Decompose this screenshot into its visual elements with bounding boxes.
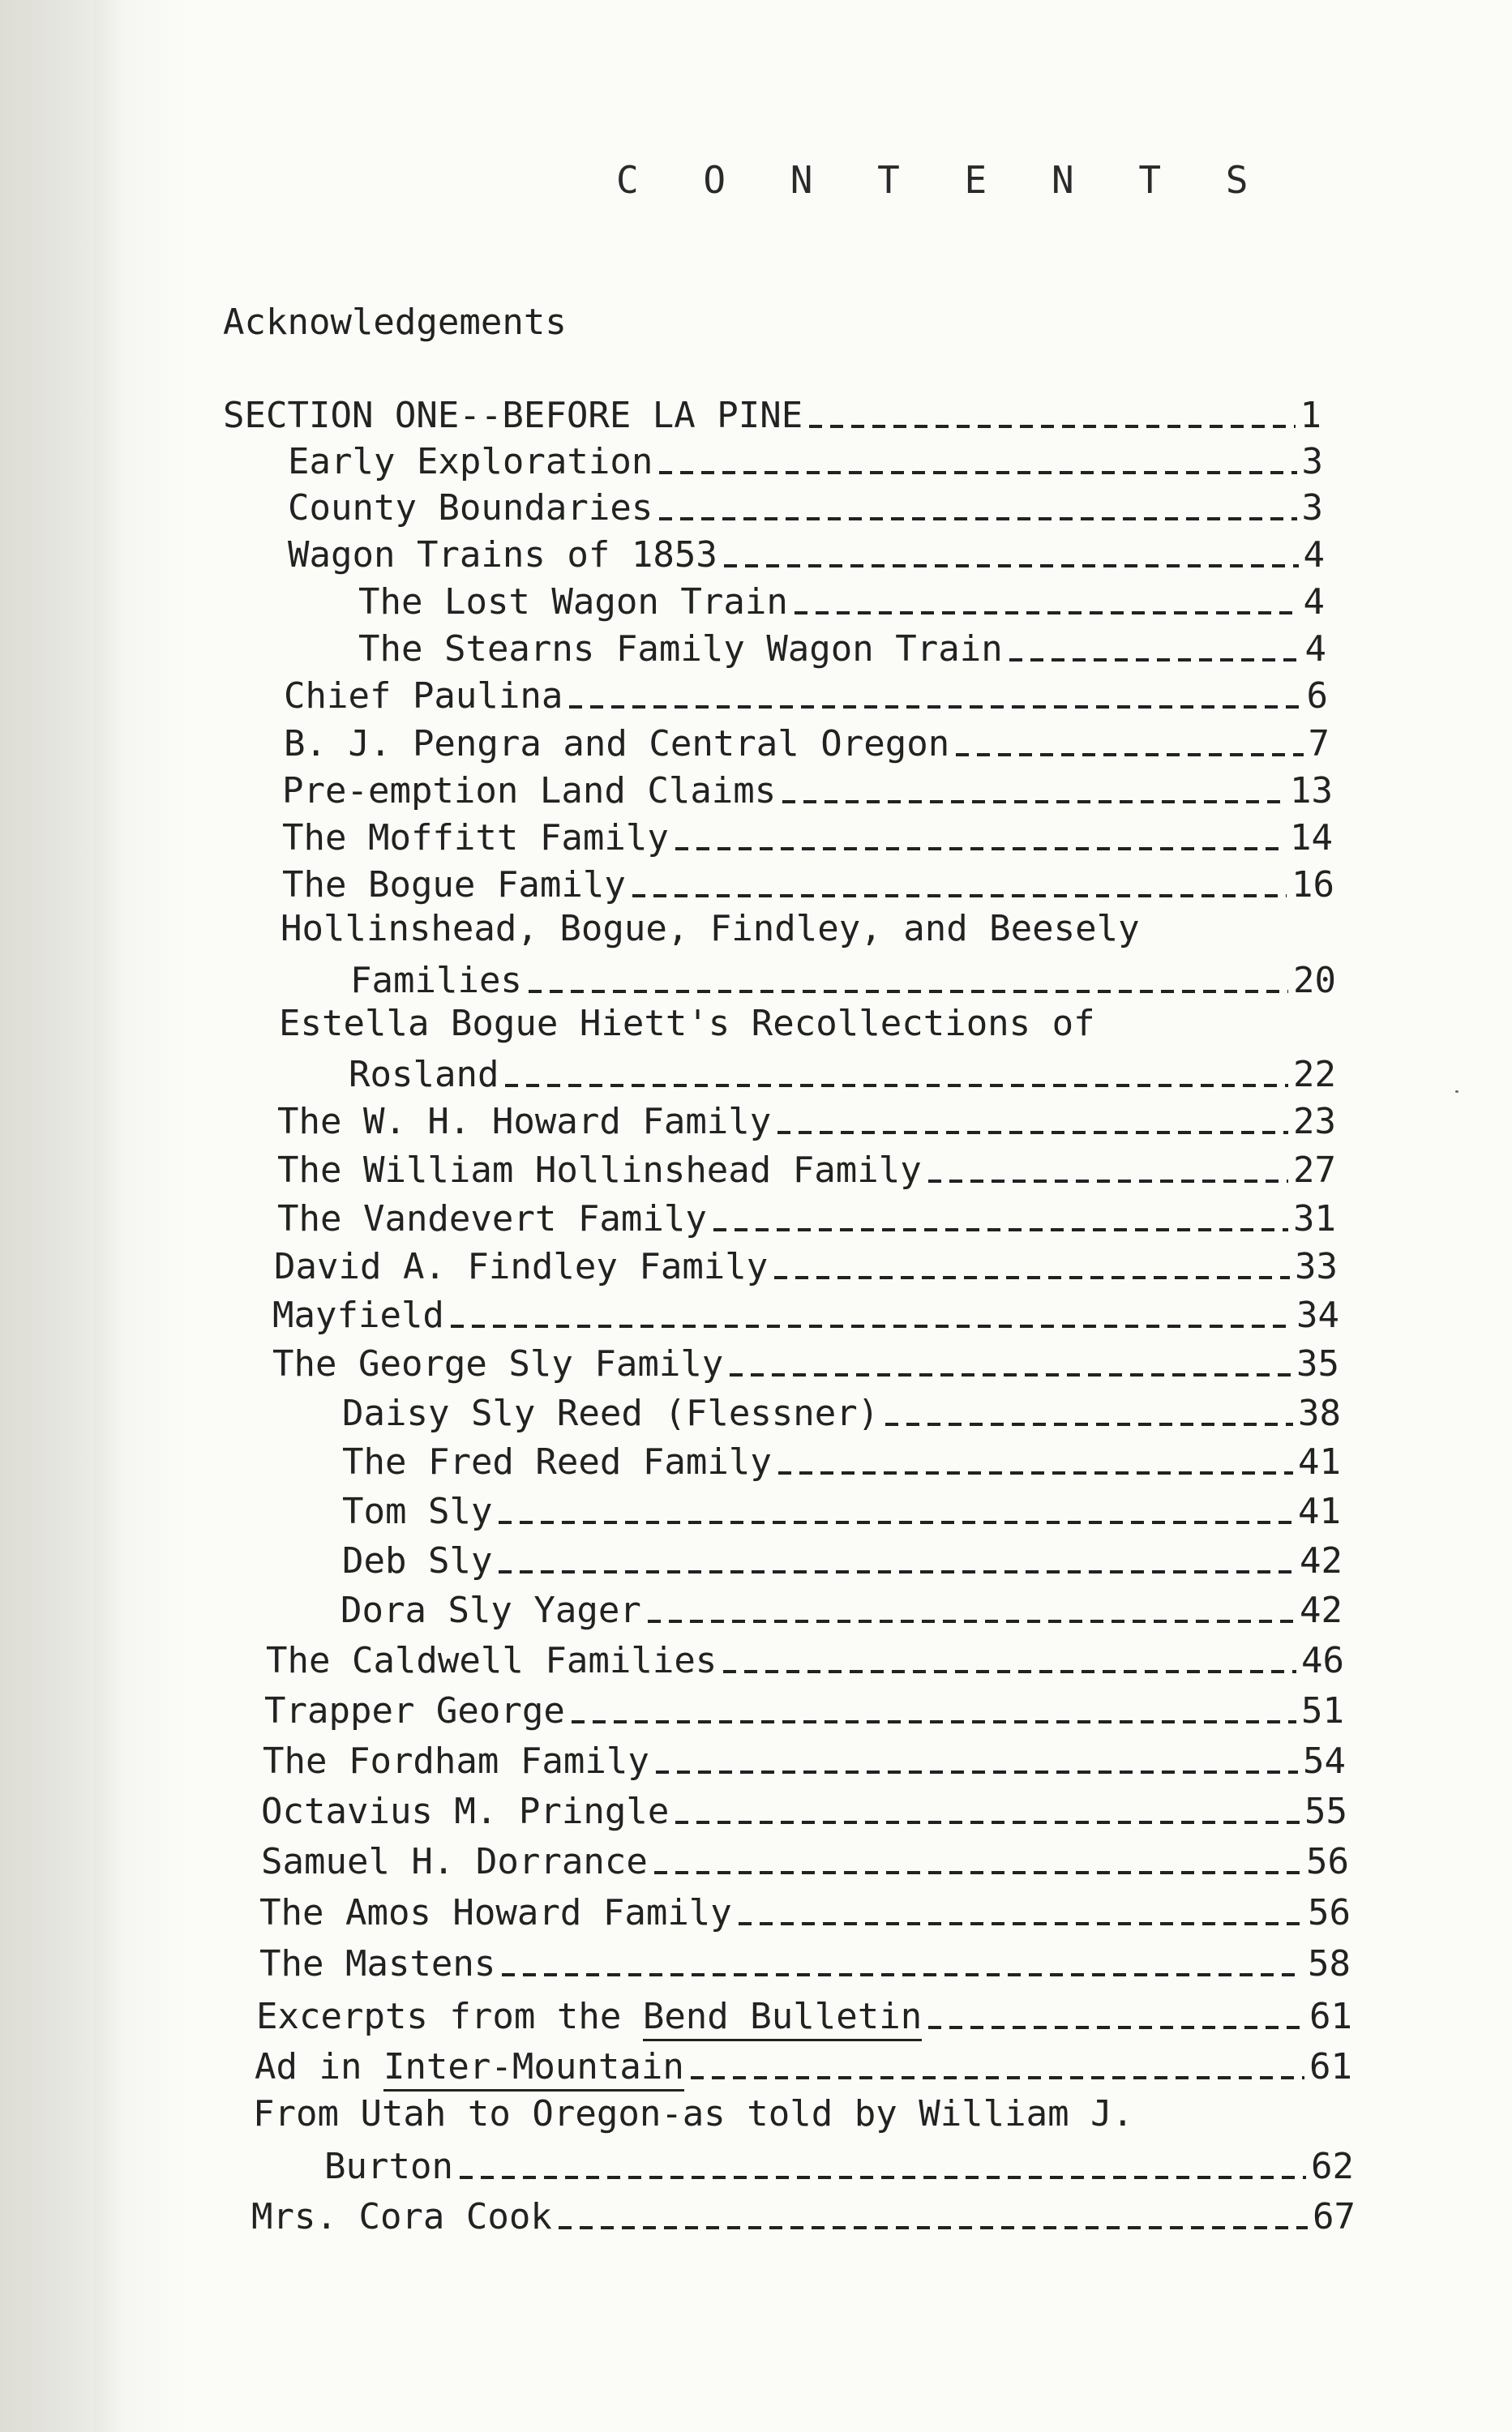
toc-entry-label: The George Sly Family: [272, 1343, 724, 1385]
dot-leader: [648, 1620, 1295, 1623]
toc-entry-label: The Mastens: [259, 1943, 496, 1985]
toc-entry-page: 23: [1293, 1101, 1336, 1142]
dot-leader: [656, 1770, 1298, 1774]
toc-entry[interactable]: [349, 1048, 1336, 1095]
dot-leader: [451, 1325, 1291, 1328]
toc-entry-page: 22: [1293, 1054, 1336, 1095]
toc-entry[interactable]: [223, 389, 1321, 436]
toc-entry-label: Mrs. Cora Cook: [251, 2196, 552, 2237]
toc-entry-page: 33: [1295, 1246, 1338, 1287]
dot-leader: [777, 1131, 1288, 1134]
toc-entry-label: The Bogue Family: [282, 864, 626, 906]
toc-entry-label: Samuel H. Dorrance: [261, 1841, 648, 1882]
toc-entry-label: Dora Sly Yager: [341, 1590, 641, 1631]
toc-entry-page: 38: [1298, 1393, 1341, 1434]
toc-entry-continuation: Burton: [324, 2146, 453, 2187]
dot-leader: [778, 1471, 1293, 1475]
toc-entry-label: The Lost Wagon Train: [358, 581, 788, 623]
toc-entry-label: The Vandevert Family: [277, 1198, 707, 1240]
toc-entry-page: 62: [1311, 2146, 1354, 2187]
dot-leader: [460, 2176, 1306, 2179]
toc-entry-page: 31: [1293, 1198, 1336, 1240]
toc-entry[interactable]: [282, 811, 1333, 858]
toc-entry-page: 1: [1300, 395, 1321, 436]
toc-entry-label: Trapper George: [264, 1690, 565, 1732]
toc-entry-page: 54: [1303, 1741, 1346, 1782]
toc-entry[interactable]: [263, 1735, 1346, 1782]
dot-leader: [659, 471, 1296, 474]
dot-leader: [502, 1973, 1303, 1976]
dot-leader: [572, 1720, 1296, 1723]
toc-entry[interactable]: [342, 1485, 1341, 1532]
toc-entry-page: 4: [1303, 534, 1325, 576]
toc-entry-label: Octavius M. Pringle: [261, 1791, 670, 1832]
dot-leader: [730, 1373, 1291, 1377]
toc-entry-page: 3: [1301, 487, 1323, 529]
dot-leader: [654, 1871, 1301, 1874]
toc-entry-label: The Moffitt Family: [282, 817, 669, 858]
toc-entry-page: 56: [1308, 1892, 1351, 1933]
toc-entry-page: 46: [1301, 1640, 1344, 1681]
toc-entry[interactable]: [259, 1886, 1351, 1933]
dot-leader: [956, 753, 1303, 756]
toc-entry-page: 67: [1313, 2196, 1356, 2237]
toc-entry-page: 61: [1309, 2046, 1352, 2087]
toc-entry[interactable]: [277, 1095, 1336, 1142]
toc-entry-page: 14: [1290, 817, 1333, 858]
toc-entry-page: 6: [1306, 675, 1328, 717]
toc-entry-continuation: Families: [350, 960, 522, 1001]
toc-entry-page: 4: [1304, 628, 1326, 670]
toc-entry-page: 55: [1304, 1791, 1347, 1832]
toc-entry[interactable]: [261, 1785, 1347, 1832]
toc-entry-label[interactable]: Hollinshead, Bogue, Findley, and Beesely: [281, 908, 1140, 949]
toc-entry-label: B. J. Pengra and Central Oregon: [284, 723, 950, 764]
toc-entry-page: 56: [1306, 1841, 1349, 1882]
toc-entry-label: Daisy Sly Reed (Flessner): [342, 1393, 880, 1434]
toc-entry-label: Pre-emption Land Claims: [282, 770, 777, 811]
toc-entry-label: Mayfield: [272, 1295, 444, 1336]
dot-leader: [928, 2026, 1304, 2029]
toc-entry-label-prefix: Ad in: [255, 2046, 383, 2087]
toc-entry-label: The Amos Howard Family: [259, 1892, 732, 1933]
toc-entry-label: The Caldwell Families: [266, 1640, 717, 1681]
toc-entry[interactable]: [255, 2040, 1352, 2087]
toc-entry[interactable]: [358, 623, 1326, 670]
toc-entry[interactable]: [274, 1240, 1338, 1287]
toc-entry-page: 27: [1293, 1150, 1336, 1191]
dot-leader: [559, 2226, 1308, 2229]
toc-entry-label: SECTION ONE--BEFORE LA PINE: [223, 395, 803, 436]
toc-entry-page: 34: [1296, 1295, 1339, 1336]
toc-entry[interactable]: [256, 1990, 1352, 2037]
toc-entry[interactable]: [288, 482, 1323, 529]
toc-entry[interactable]: [288, 529, 1325, 576]
dot-leader: [809, 425, 1295, 428]
toc-entry-label: The Fordham Family: [263, 1741, 649, 1782]
toc-entry-page: 7: [1308, 723, 1330, 764]
toc-entry-label: [255, 2046, 684, 2087]
dot-leader: [529, 990, 1288, 993]
toc-entry-label: County Boundaries: [288, 487, 653, 529]
toc-entry[interactable]: [259, 1937, 1351, 1985]
dot-leader: [928, 1180, 1288, 1183]
acknowledgements-entry[interactable]: Acknowledgements: [223, 302, 567, 343]
toc-entry-label[interactable]: From Utah to Oregon-as told by William J.: [253, 2093, 1134, 2134]
dot-leader: [659, 517, 1296, 520]
toc-entry[interactable]: [284, 717, 1330, 764]
toc-entry-page: 42: [1300, 1590, 1343, 1631]
toc-entry[interactable]: [272, 1338, 1339, 1385]
dot-leader: [739, 1922, 1303, 1925]
toc-entry-page: 3: [1301, 441, 1323, 482]
toc-entry[interactable]: [282, 858, 1334, 906]
toc-entry-page: 20: [1293, 960, 1336, 1001]
dot-leader: [782, 800, 1285, 803]
toc-entry-label: The W. H. Howard Family: [277, 1101, 772, 1142]
dot-leader: [691, 2076, 1304, 2079]
toc-entry-label: The Fred Reed Family: [342, 1441, 772, 1483]
toc-entry-label-prefix: Excerpts from the: [256, 1996, 643, 2037]
toc-entry-page: 61: [1309, 1996, 1352, 2037]
toc-entry[interactable]: [341, 1584, 1343, 1631]
toc-entry-label: The Stearns Family Wagon Train: [358, 628, 1003, 670]
paper-speck: [1455, 1090, 1458, 1093]
toc-entry-page: 4: [1303, 581, 1325, 623]
dot-leader: [499, 1521, 1293, 1524]
toc-entry-label: Early Exploration: [288, 441, 653, 482]
page-title: C O N T E N T S: [616, 158, 1270, 202]
dot-leader: [505, 1084, 1288, 1087]
toc-entry[interactable]: [277, 1144, 1336, 1191]
toc-entry[interactable]: [288, 435, 1323, 482]
toc-entry-label-underlined: Inter-Mountain: [383, 2046, 684, 2092]
toc-entry[interactable]: [277, 1192, 1336, 1240]
toc-entry-page: 51: [1301, 1690, 1344, 1732]
dot-leader: [569, 705, 1301, 709]
toc-entry-label: The William Hollinshead Family: [277, 1150, 922, 1191]
toc-entry-label[interactable]: Estella Bogue Hiett's Recollections of: [279, 1003, 1095, 1044]
toc-entry-label: [256, 1996, 922, 2037]
toc-entry-page: 13: [1290, 770, 1333, 811]
dot-leader: [713, 1228, 1288, 1231]
dot-leader: [795, 611, 1299, 614]
toc-entry-page: 16: [1291, 864, 1334, 906]
toc-entry[interactable]: [264, 1685, 1344, 1732]
toc-entry[interactable]: [350, 954, 1336, 1001]
toc-entry[interactable]: [272, 1289, 1339, 1336]
toc-entry[interactable]: [358, 576, 1325, 623]
toc-entry[interactable]: [342, 1387, 1341, 1434]
toc-entry[interactable]: [282, 764, 1333, 811]
toc-entry-label: David A. Findley Family: [274, 1246, 769, 1287]
dot-leader: [723, 1670, 1296, 1673]
dot-leader: [724, 564, 1299, 567]
dot-leader: [675, 1821, 1300, 1824]
toc-entry-page: 35: [1296, 1343, 1339, 1385]
toc-entry[interactable]: [342, 1436, 1341, 1483]
dot-leader: [675, 847, 1285, 850]
toc-entry-continuation: Rosland: [349, 1054, 499, 1095]
toc-entry-page: 42: [1300, 1540, 1343, 1582]
toc-entry[interactable]: [284, 670, 1328, 717]
toc-entry-label: Tom Sly: [342, 1491, 493, 1532]
toc-entry-page: 41: [1298, 1491, 1341, 1532]
toc-entry-label: Wagon Trains of 1853: [288, 534, 717, 576]
toc-entry[interactable]: [324, 2140, 1354, 2187]
toc-entry-label: Deb Sly: [342, 1540, 493, 1582]
toc-entry-label-underlined: Bend Bulletin: [643, 1996, 922, 2041]
toc-entry[interactable]: [261, 1835, 1349, 1882]
toc-entry[interactable]: [266, 1634, 1344, 1681]
dot-leader: [499, 1570, 1295, 1574]
dot-leader: [885, 1423, 1293, 1426]
toc-entry[interactable]: [251, 2190, 1356, 2237]
dot-leader: [632, 894, 1287, 897]
dot-leader: [774, 1276, 1290, 1279]
page-edge-shadow: [0, 0, 93, 2432]
toc-entry-page: 41: [1298, 1441, 1341, 1483]
toc-entry-page: 58: [1308, 1943, 1351, 1985]
toc-entry-label: Chief Paulina: [284, 675, 563, 717]
dot-leader: [1009, 658, 1300, 662]
toc-entry[interactable]: [342, 1535, 1343, 1582]
